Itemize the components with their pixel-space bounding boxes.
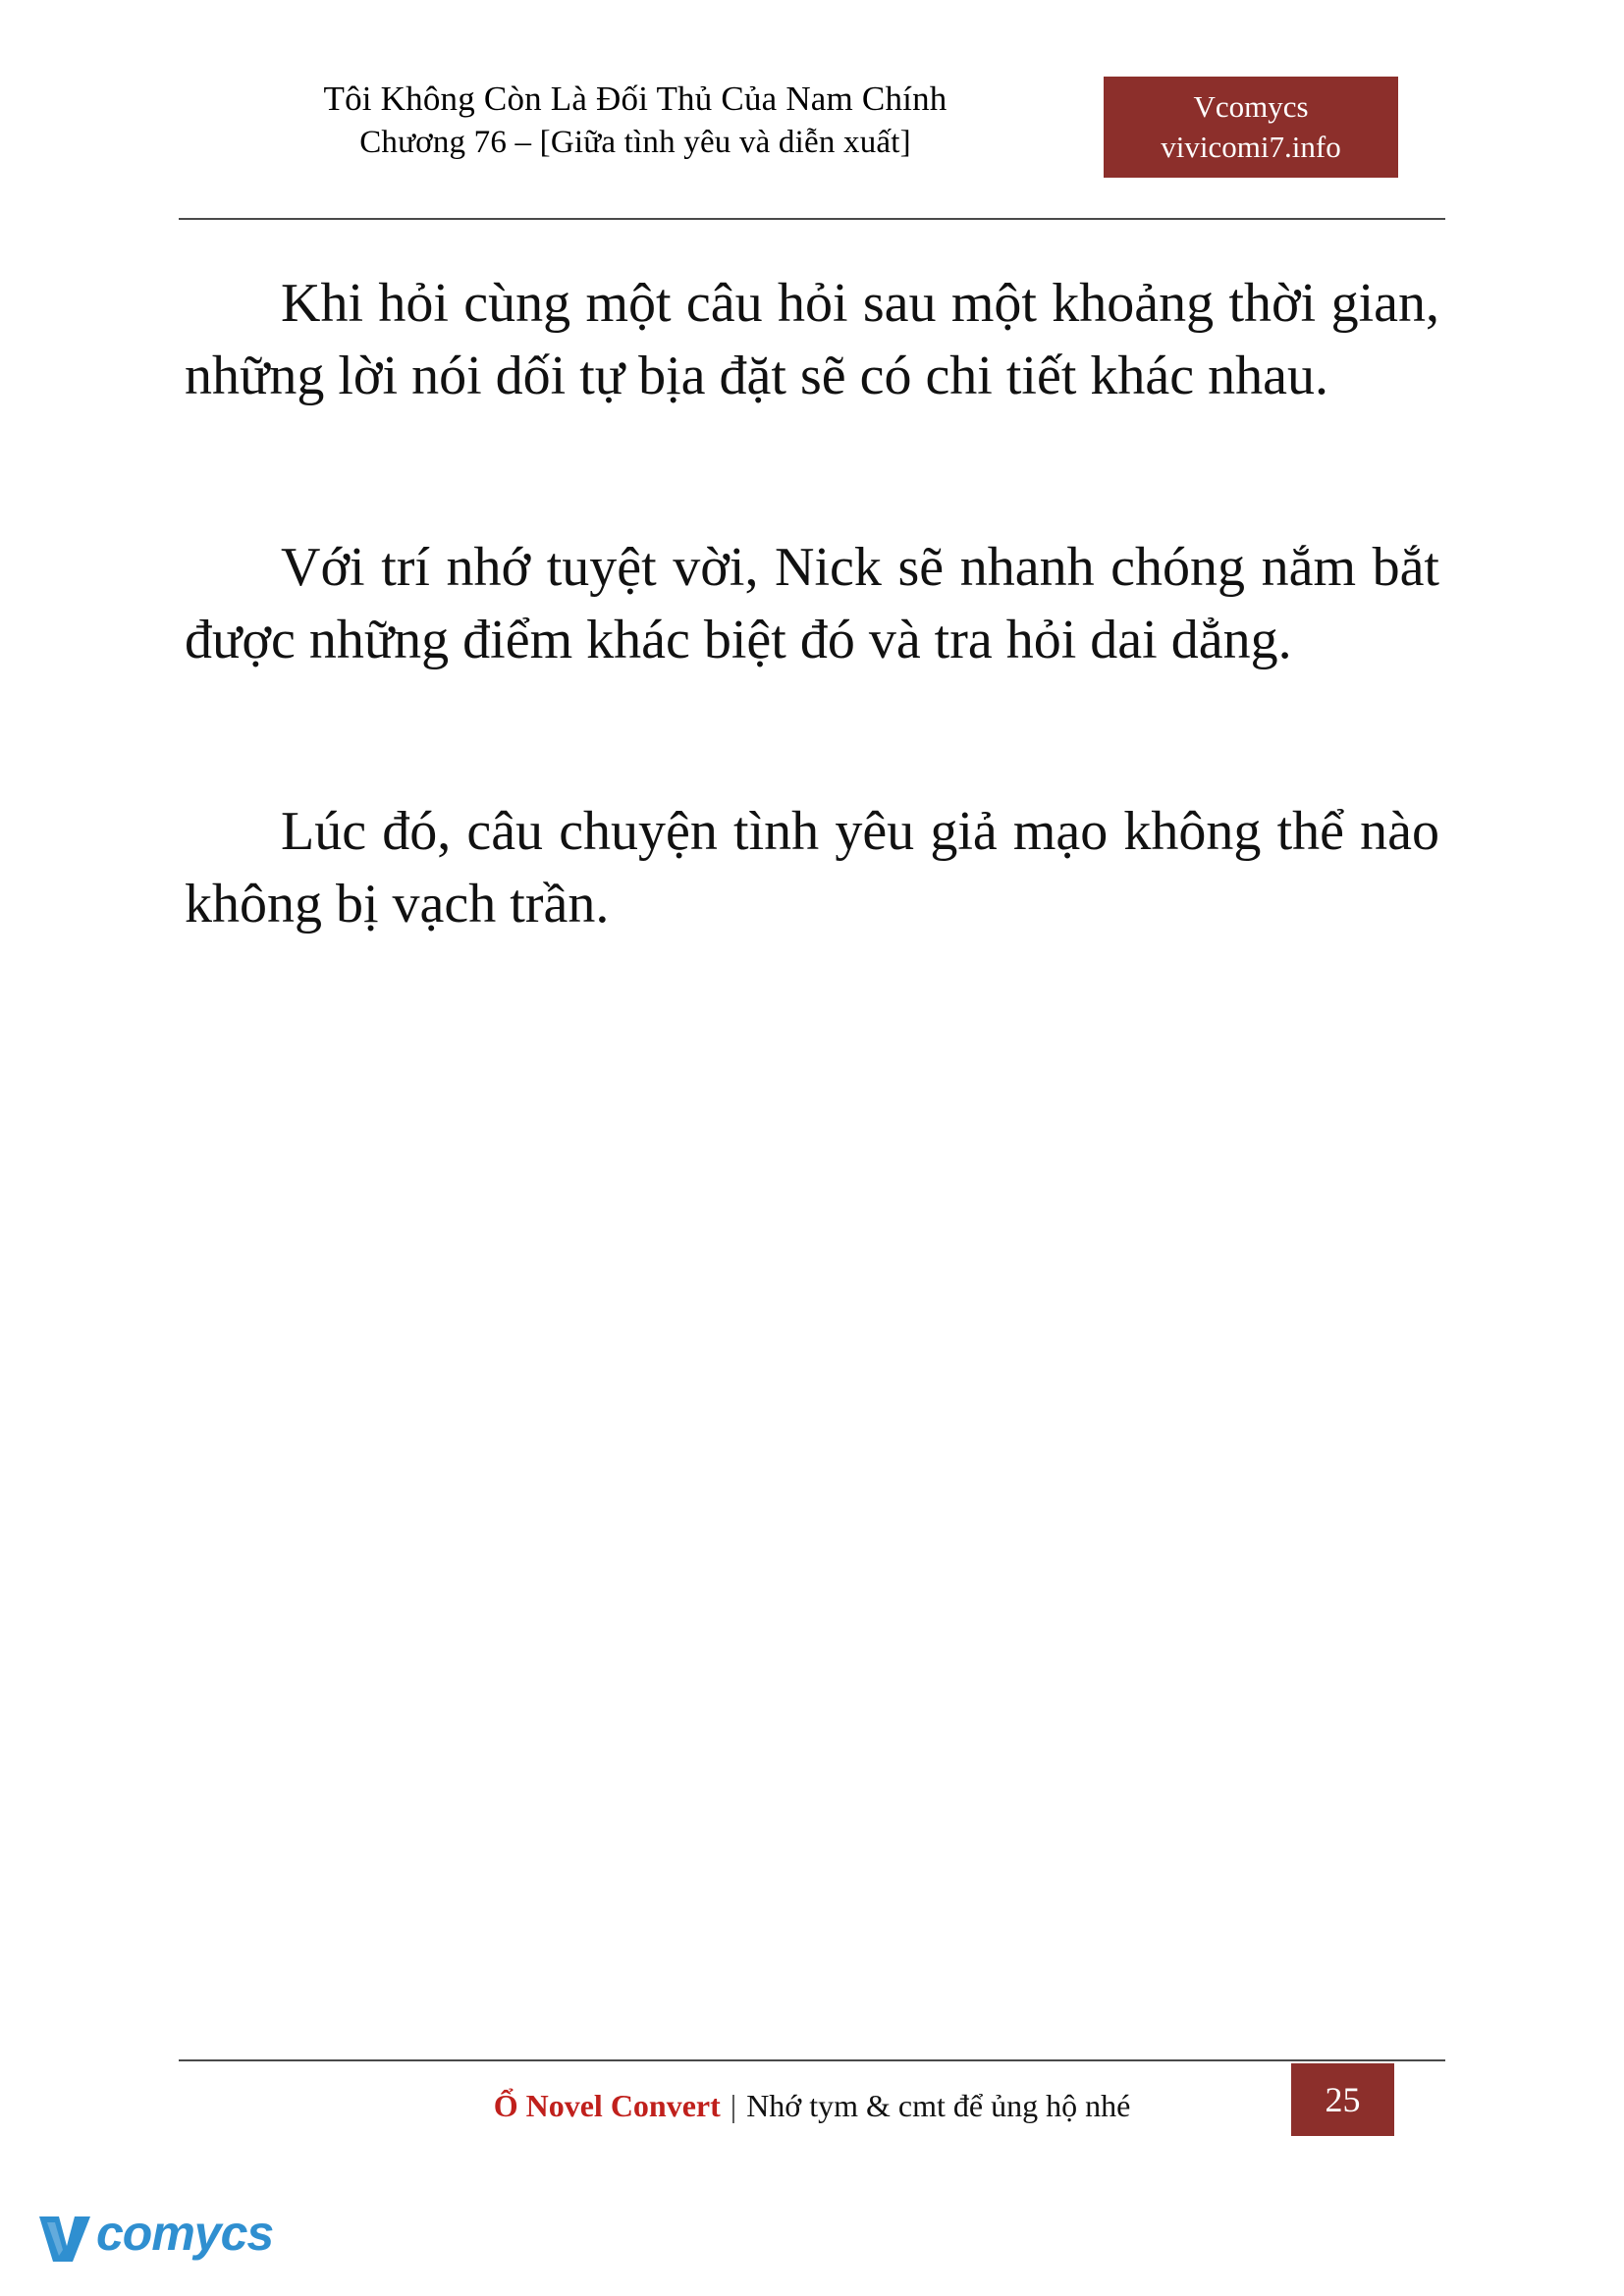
paragraph: Khi hỏi cùng một câu hỏi sau một khoảng thời gian, những lời nói dối tự bịa đặt sẽ có chi tiết khác nhau. bbox=[185, 273, 1439, 407]
footer-separator: | bbox=[730, 2087, 737, 2123]
chapter-title: Chương 76 – [Giữa tình yêu và diễn xuất] bbox=[359, 125, 911, 161]
watermark-label: comycs bbox=[96, 2206, 274, 2261]
header-title-block bbox=[179, 77, 1092, 165]
site-badge-name: Vcomycs bbox=[1193, 89, 1309, 125]
paragraph: Lúc đó, câu chuyện tình yêu giả mạo không thể nào không bị vạch trần. bbox=[185, 800, 1439, 935]
page-content bbox=[185, 267, 1439, 941]
footer-divider bbox=[179, 2059, 1445, 2061]
paragraph: Với trí nhớ tuyệt vời, Nick sẽ nhanh chóng nắm bắt được những điểm khác biệt đó và tra hỏi dai dẳng. bbox=[185, 536, 1439, 671]
watermark-text bbox=[37, 2206, 274, 2261]
footer-text bbox=[494, 2088, 1131, 2124]
vcomycs-watermark bbox=[37, 2197, 274, 2269]
site-badge-url: vivicomi7.info bbox=[1161, 129, 1341, 164]
footer-brand: Ổ Novel Convert bbox=[493, 2087, 721, 2123]
page-header bbox=[0, 0, 1624, 226]
header-inner bbox=[179, 77, 1445, 178]
header-divider bbox=[179, 218, 1445, 220]
footer-note: Nhớ tym & cmt để ủng hộ nhé bbox=[746, 2087, 1131, 2123]
site-badge bbox=[1104, 77, 1398, 178]
book-title: Tôi Không Còn Là Đối Thủ Của Nam Chính bbox=[323, 80, 947, 118]
v-logo-icon bbox=[37, 2213, 92, 2264]
page-number-badge: 25 bbox=[1291, 2063, 1394, 2136]
page-footer bbox=[179, 2069, 1445, 2142]
